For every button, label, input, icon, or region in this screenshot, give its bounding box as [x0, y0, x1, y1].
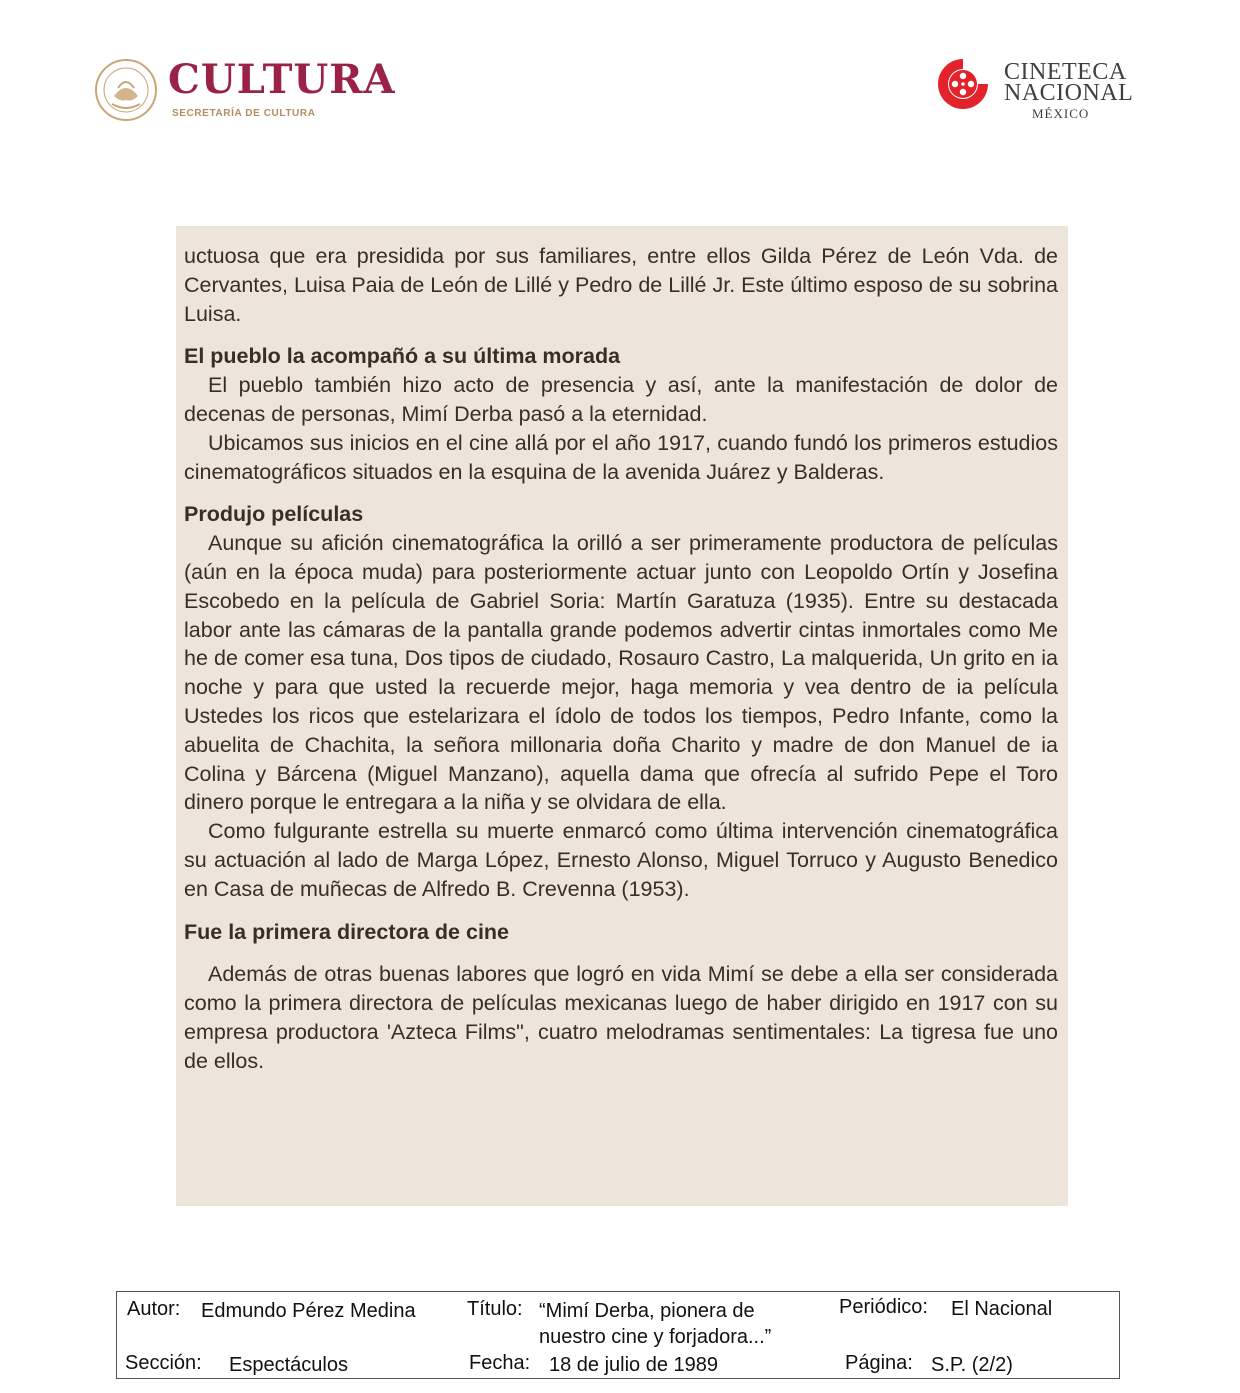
article-paragraph: uctuosa que era presidida por sus familiares, entre ellos Gilda Pérez de León Vda. de Cervantes, Luisa Paia de León de Lillé y Pedro de Lillé Jr. Este último esposo de su sobrina Luisa. [184, 244, 1058, 326]
cultura-wordmark: CULTURA [168, 56, 396, 103]
article-subheading: El pueblo la acompañó a su última morada [184, 344, 621, 369]
periodico-value: El Nacional [951, 1298, 1053, 1320]
titulo-value-line1: “Mimí Derba, pionera de [539, 1300, 755, 1322]
mexican-seal-icon [94, 58, 158, 122]
article-subheading: Produjo películas [184, 502, 364, 527]
article-paragraph: Como fulgurante estrella su muerte enmarcó como última intervención cinematográfica su actuación al lado de Marga López, Ernesto Alonso, Miguel Torruco y Augusto Benedico en Casa de muñecas de Alfredo B. Crevenna (1953). [184, 819, 1058, 901]
pagina-label: Página: [845, 1352, 913, 1374]
cineteca-country: MÉXICO [1032, 106, 1090, 118]
pagina-value: S.P. (2/2) [931, 1354, 1013, 1376]
article-paragraph: Además de otras buenas labores que logró en vida Mimí se debe a ella ser considerada como la primera directora de películas mexicanas luego de haber dirigido en 1917 con su empresa productora 'Azteca Films", cuatro melodramas sentimentales: La tigresa fue uno de ellos. [184, 962, 1058, 1073]
film-reel-icon [934, 56, 992, 112]
titulo-value-line2: nuestro cine y forjadora...” [539, 1326, 772, 1348]
titulo-label: Título: [467, 1298, 523, 1320]
seccion-value: Espectáculos [229, 1354, 348, 1376]
article-subheading: Fue la primera directora de cine [184, 919, 510, 944]
cineteca-line1: CINETECA [1004, 59, 1127, 85]
cineteca-logo [934, 56, 1154, 118]
article-spacer [184, 946, 1058, 960]
periodico-label: Periódico: [839, 1296, 928, 1318]
newspaper-clipping [176, 226, 1068, 1206]
cultura-subtitle: SECRETARÍA DE CULTURA [172, 108, 316, 119]
autor-value: Edmundo Pérez Medina [201, 1300, 416, 1322]
metadata-table [116, 1291, 1120, 1379]
autor-label: Autor: [127, 1298, 181, 1320]
article-paragraph: Ubicamos sus inicios en el cine allá por el año 1917, cuando fundó los primeros estudios cinematográficos situados en la esquina de la avenida Juárez y Balderas. [184, 430, 1058, 484]
cultura-logo [94, 58, 414, 128]
cineteca-line2: NACIONAL [1004, 80, 1134, 106]
article-paragraph: Aunque su afición cinematográfica la orilló a ser primeramente productora de películas (aún en la época muda) para posteriormente actuar junto con Leopoldo Ortín y Josefina Escobedo en la película de Gabriel Soria: Martín Garatuza (1935). Entre su destacada labor ante las cámaras de la pantalla grande podemos advertir cintas inmortales como Me he de comer esa tuna, Dos tipos de ciudado, Rosauro Castro, La malquerida, Un grito en ia noche y para que usted la recuerde mejor, haga memoria y vea dentro de ia película Ustedes los ricos que estelarizara el ídolo de todos los tiempos, Pedro Infante, como la abuelita de Chachita, la señora millonaria doña Charito y madre de don Manuel de ia Colina y Bárcena (Miguel Manzano), aquella dama que ofrecía al sufrido Pepe el Toro dinero porque le entregara a la niña y se olvidara de ella. [184, 531, 1058, 815]
fecha-label: Fecha: [469, 1352, 531, 1374]
fecha-value: 18 de julio de 1989 [549, 1354, 719, 1376]
seccion-label: Sección: [125, 1352, 202, 1374]
cineteca-wordmark [1004, 59, 1134, 106]
article-paragraph: El pueblo también hizo acto de presencia y así, ante la manifestación de dolor de decenas de personas, Mimí Derba pasó a la eternidad. [184, 373, 1058, 426]
